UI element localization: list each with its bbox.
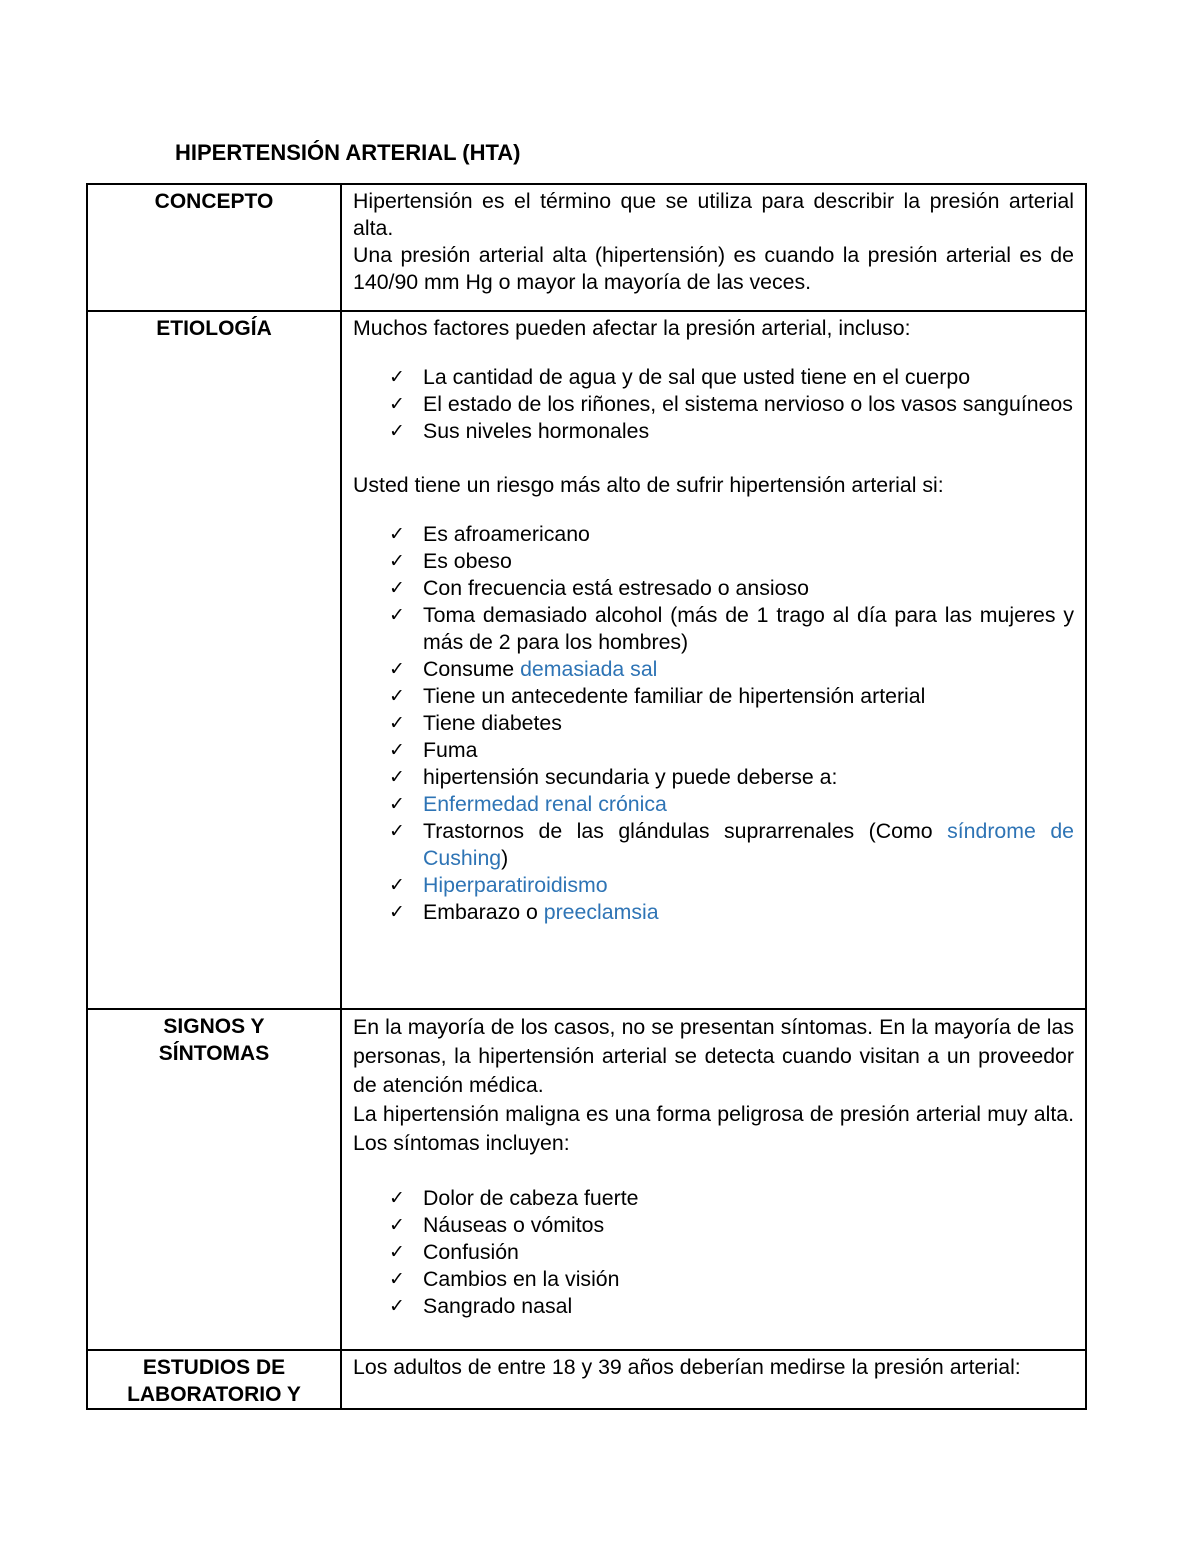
list-item: ✓ Náuseas o vómitos [389, 1213, 605, 1237]
risk-intro: Usted tiene un riesgo más alto de sufrir hipertensión arterial si: [353, 473, 944, 497]
list-item: ✓ hipertensión secundaria y puede deberse a: [389, 765, 838, 789]
check-icon: ✓ [389, 523, 405, 545]
list-item [353, 791, 1074, 818]
estudios-paragraph: Los adultos de entre 18 y 39 años deberían medirse la presión arterial: [353, 1355, 1021, 1379]
row-content-concepto [341, 184, 1086, 311]
link-demasiada-sal[interactable]: demasiada sal [520, 657, 658, 681]
table-row-etiologia [87, 311, 1086, 1009]
list-item: ✓ Tiene un antecedente familiar de hipertensión arterial [389, 684, 926, 708]
table-row-signos [87, 1009, 1086, 1350]
check-icon: ✓ [389, 658, 405, 680]
list-item: ✓ Sus niveles hormonales [389, 419, 650, 443]
check-icon: ✓ [389, 420, 405, 442]
check-icon: ✓ [389, 1295, 405, 1317]
list-item: ✓ Fuma [389, 738, 478, 762]
row-label-signos: SIGNOS Y SÍNTOMAS [87, 1009, 341, 1350]
factors-list [353, 364, 1074, 445]
check-icon: ✓ [389, 712, 405, 734]
check-icon: ✓ [389, 604, 405, 626]
check-icon: ✓ [389, 1187, 405, 1209]
list-item: ✓ El estado de los riñones, el sistema nervioso o los vasos sanguíneos [389, 392, 1073, 416]
list-item: ✓ Es afroamericano [389, 522, 590, 546]
risk-list [353, 521, 1074, 926]
row-label-concepto: CONCEPTO [87, 184, 341, 311]
link-preeclamsia[interactable]: preeclamsia [543, 900, 659, 924]
link-hiperparatiroidismo[interactable]: Hiperparatiroidismo [423, 873, 608, 897]
signos-paragraph: La hipertensión maligna es una forma peligrosa de presión arterial muy alta. Los síntomas incluyen: [353, 1102, 1074, 1155]
row-content-signos [341, 1009, 1086, 1350]
row-label-estudios: ESTUDIOS DE LABORATORIO Y [87, 1350, 341, 1409]
list-item: ✓ Consume demasiada sal [389, 657, 658, 681]
concepto-paragraph: Una presión arterial alta (hipertensión) es cuando la presión arterial es de 140/90 mm Hg o mayor la mayoría de las veces. [353, 243, 1074, 294]
check-icon: ✓ [389, 550, 405, 572]
list-item: ✓ Toma demasiado alcohol (más de 1 trago al día para las mujeres y más de 2 para los hombres) [389, 603, 1074, 654]
list-item [353, 872, 1074, 899]
check-icon: ✓ [389, 793, 405, 815]
check-icon: ✓ [389, 739, 405, 761]
table-row-concepto [87, 184, 1086, 311]
table-row-estudios [87, 1350, 1086, 1409]
check-icon: ✓ [389, 874, 405, 896]
check-icon: ✓ [389, 901, 405, 923]
list-item: ✓ Es obeso [389, 549, 512, 573]
list-item: ✓ Tiene diabetes [389, 711, 562, 735]
link-sindrome-cushing[interactable]: síndrome de Cushing [423, 819, 1075, 870]
check-icon: ✓ [389, 1241, 405, 1263]
list-item: ✓ Sangrado nasal [389, 1294, 573, 1318]
list-item: ✓ Trastornos de las glándulas suprarrenales (Como síndrome de Cushing) [389, 819, 1075, 870]
etiologia-intro: Muchos factores pueden afectar la presión arterial, incluso: [353, 316, 911, 340]
list-item: ✓ Embarazo o preeclamsia [389, 900, 659, 924]
concepto-paragraph: Hipertensión es el término que se utiliza para describir la presión arterial alta. [353, 189, 1074, 240]
check-icon: ✓ [389, 393, 405, 415]
symptoms-list [353, 1185, 1074, 1320]
hta-table [86, 183, 1087, 1410]
check-icon: ✓ [389, 1268, 405, 1290]
list-item: ✓ La cantidad de agua y de sal que usted tiene en el cuerpo [389, 365, 971, 389]
list-item: ✓ Con frecuencia está estresado o ansioso [389, 576, 809, 600]
list-item: ✓ Confusión [389, 1240, 519, 1264]
list-item: ✓ Cambios en la visión [389, 1267, 620, 1291]
row-label-etiologia: ETIOLOGÍA [87, 311, 341, 1009]
signos-paragraph: En la mayoría de los casos, no se presentan síntomas. En la mayoría de las personas, la hipertensión arterial se detecta cuando visitan a un proveedor de atención médica. [353, 1015, 1074, 1097]
document-title: HIPERTENSIÓN ARTERIAL (HTA) [175, 140, 521, 165]
list-item: ✓ Dolor de cabeza fuerte [389, 1186, 639, 1210]
check-icon: ✓ [389, 685, 405, 707]
row-content-estudios [341, 1350, 1086, 1409]
check-icon: ✓ [389, 766, 405, 788]
check-icon: ✓ [389, 820, 405, 842]
row-content-etiologia [341, 311, 1086, 1009]
check-icon: ✓ [389, 366, 405, 388]
check-icon: ✓ [389, 1214, 405, 1236]
link-enfermedad-renal[interactable]: Enfermedad renal crónica [423, 792, 667, 816]
check-icon: ✓ [389, 577, 405, 599]
